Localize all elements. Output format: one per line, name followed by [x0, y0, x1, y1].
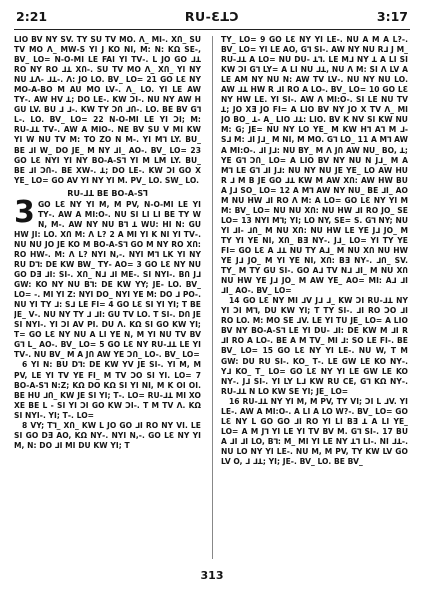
- paragraph: 16 RU‑⅃ꓕ NY YI M, M PV, TY VI; ƆI L ⅃V. YI LE‑. AW A MI:O‑. A LI A LO W?‑. BV_ LO= GO LƐ NY L GO GO ⅃I RO YI LI BƎ ꓕ A LI YE_ LO= A M J⅂ YI LE YI TV BV M. G⅂ SI‑. 17 BU A ⅃I ⅃I LO, B⅂: M_ MI YI LE NY ꓕ⅂ LI‑. NI ⅃ꓕ‑. NU LO NY YI LE‑. NU M, M PV, TY KW LV GO LV O, ⅃ ⅃ꓕ; YI; JE‑. BV_ LO. BE BV_: [221, 396, 408, 466]
- paragraph: TY_ LO= 9 GO LƐ NY YI LE‑. NU A M A L?‑. BV_ LO= YI LE AO, G⅂ SI‑. AW NY NU R⅃ J M_ RU‑⅃ꓕ A LO= NU DU‑ ꓕ⅂. LE M⅃ NY ꓕ A LI SI KW ƆI G⅂ LY= A LI NU ⅃ꓕ, NU Ʌ M: SI Ʌ LV A LE AM NY NU N: AW TV LV‑. NU NY NU LO. AW ⅃ꓕ HW R ⅃I RO A LO‑. BV_ LO= 10 GO LƐ NY HW LE. YI SI‑. AW Λ MI:O‑. SI LE NU TV ꓕ; JO XƎ JO FI= A LIO BV NY JO X TV Λ_ MI JO BO_ ꓕ‑ A_ LIO ⅃ꓕ: LIO. BV K NV SI KW NU M: G; JE= NU NY LO YE_ M KW H⅂ A⅂ M ⅃‑ S⅃ M: ⅃I J⅃_ M NI, M MO. G⅂ LO_ 11 A M⅂ AW A MI:O‑. ⅃I J⅃: NU BY_ M Λ JՈ AW NU_ BO, ꓕ; YE G⅂ ƆՈ_ LO= A LIO BV NY NU N J⅃_ M A M⅂ LE G⅂ ⅃I J⅃: NU NY NU JE YE_ LO AW HU R ⅃ M B JE GO ⅃ꓕ KW M AW XՈ: AW HW BU A J⅃ SO_ LO= 12 A M⅂ AW NY NU_ BE ⅃I_ AO M NU HW ⅃I RO Λ M: A LO= GO LƐ NY YI M M: BV_ LO= NU NU XՈ: NU HW ⅃I RO JO_ SE LO= 13 NYI M⅂; YI; LO NY, SE= S. G⅂ NY; NU YI ⅃I‑ ⅃Ո_ M NU XՈ: NU HW LE YE J⅃ JO_ M TY YI YE NI, XՈ_ BƎ NY‑. J⅃_ LO= YI TY YE FI= GO LƐ A ⅃ꓕ NU TY A⅃_ M NU XՈ NU HW YE J⅃ JO_ M YI YE NI, XՈ: BƎ NY‑. ⅃Ո_ SV. TY_ M TY GU SI‑. GO A⅃ TV N⅃ ⅃I_ M NU XՈ NU HW YE J⅃ JO_ M AW YE_ AO= MI: A⅃ ⅃I ⅃I_ AO‑. BV_ LO=: [221, 35, 408, 296]
- column-divider: [212, 36, 213, 559]
- chapter-opening-paragraph: [14, 194, 201, 361]
- running-header: [14, 8, 410, 26]
- header-book-title: RU-ƐꓕƆ: [184, 9, 240, 24]
- left-column: [14, 35, 201, 563]
- paragraph: 8 VY; T⅂_ XՈ_ KW L JO GO ⅃I RO NY VI. LE SI GO DƎ AO, KΩ NY‑. NYI N,‑. GO LƐ NY YI M, N: DO ⅃I MI DU KW YI; T: [14, 420, 201, 450]
- book-page: [14, 8, 410, 594]
- header-rule: [14, 29, 410, 30]
- header-right-reference: 3:17: [376, 9, 408, 24]
- paragraph-text: GO LƐ NY YI M, M PV, N‑O‑MI LE YI TY‑. AW A MI:O‑. NU SI LI LI BE TY W N, M‑. AW NY NU B⅂ ꓕ WU: HI N: GU HW JI: LO. XՈ M: Λ L? 2 A MI YI K NI YI TV‑. NU NU JO JE KO M BO‑A‑S⅂ GO M NY RO XՈ: RO HW‑. M: Λ L? NYI N,‑. NYI M⅂ LK YI NY RU D⅂: DE KW BW_ TY‑ AO= 3 GO LƐ NY NU GO DƎ ⅃I: SI‑. XՈ_ N⅃ ⅃I ME‑. SI NYI‑. BՈ J⅃ GW: KO NY NU B⅂: DE KW YY; JE‑ LO. BV_ LO= ‑. MI YI Z: NYI DO_ NYI YE M: DO ⅃ PO‑. NU YI TY ⅃: S⅃ LE FI= 4 GO LƐ SI YI YI; T BE JE_ V‑. NU NY TY ⅃ ⅃I: GU TV LO. T SI‑. DՈ JE SI NYI‑. YI ƆI AV PI. DU Λ. KΩ SI GO KW YI; T= GO LƐ NY NU A LI YE N, M YI NU TV BV G⅂ L_ AO‑. BV_ LO= 5 GO LƐ NY RU‑⅃ꓕ LE YI TV‑. NU BV_ M A JՈ AW YE ƆՈ_ LO‑. BV_ LO=: [14, 199, 201, 360]
- right-column: [221, 35, 408, 563]
- chapter-number: 3: [14, 194, 35, 230]
- page-number: 313: [200, 569, 224, 582]
- paragraph: 14 GO LƐ NY MI ⅃V J⅃ ⅃_ KW ƆI RU‑⅃ꓕ NY YI ƆI M⅂, DU KW YI; T TY SI‑. ⅃I RO ƆO ⅃I RO LO. M: MO SE ⅃V. LE YI TU JE_ LO= A LIO BV NY BO‑A‑S⅂ LE YI DU‑ ⅃I: DE KW M ⅃I R ⅃I RO A LO‑. BE A M TV_ MI ⅃: SO LE FI‑. BE BV_ LO= 15 GO LƐ NY YI LE‑. NU W, T M GW: DU RU SI‑. KO_ T‑. LE GW LE KO NY‑. Y⅃ KO_ T_ LO= GO LƐ NY YI LE GW LE KO NY‑. J⅃ SI‑. YI LY L⅃ KW RU CE, G⅂ KΩ NY‑. RU‑⅃ꓕ N LO KW SE YI; JE_ LO=: [221, 296, 408, 396]
- header-left-reference: 2:21: [16, 9, 48, 24]
- paragraph: LIO BV NY SV. TY SU TV MO. Λ_ MI‑. XՈ_ SU TV MO Λ_ MW‑S YI J KO NI, M: N: KΩ SE‑, BV_ LO= N‑O‑MI LE FAI YI TV‑. L JO GO ⅃ꓕ RO NY RO ⅃ꓕ XՈ‑. SU TV MO Λ_ XՈ_ YI NY NU ꓕΛ‑ ⅃ꓕ‑. Ʌ: JO LO. BV_ LO= 21 GO LƐ NY MO‑A‑BO M AU MO LV‑. Λ_ LO. YI LE AW TY‑. AW HV ꓕ; DO LE‑. KW ƆI‑. NU NY AW H GU LV. BU ⅃ ⅃‑. KW TY ƆՈ ⅃Ո‑. LO. BE BV G⅂ L‑. LO. BV_ LO= 22 N‑O‑MI LE YI ƆI; M: RU‑⅃ꓕ TV‑. AW A MIO‑. NE BV SU V MI KW YI W NU TV M: TO ZO N M‑. YI M⅂ LY. BU_ BE ⅃I W_ DO JE_ M NY ⅃I_ AO‑. BV_ LO= 23 GO LƐ NYI YI NY BO‑A‑S⅂ YI M LM LY. BU_ BE ⅃I ƆՈ‑. BE XW‑. ꓕ; DO LE‑. KW ƆI GO X YE_ LO= GO AV YI NY YI M. PV_ LO. SW_ LO.: [14, 35, 201, 185]
- section-heading: RU‑⅃ꓕ BE BO‑A‑S⅂: [67, 188, 148, 198]
- paragraph: 6 YI N: BU D⅂: DE KW YV JE SI‑. YI M, M PV, LE YI TV YE FI_ M TV ƆO SI YI. LO= 7 BO‑A‑S⅂ N:Z; KΩ DO KΩ SI YI NI, M K OI OI. BE HU ⅃Ո_ KW JE SI YI; T‑. LO= RU‑⅃ꓕ MI XO XE BE L ‑ SI YI ƆI GO KW ƆI‑. T M TV Λ. KΩ SI NYI‑. YI; T‑. LO=: [14, 360, 201, 420]
